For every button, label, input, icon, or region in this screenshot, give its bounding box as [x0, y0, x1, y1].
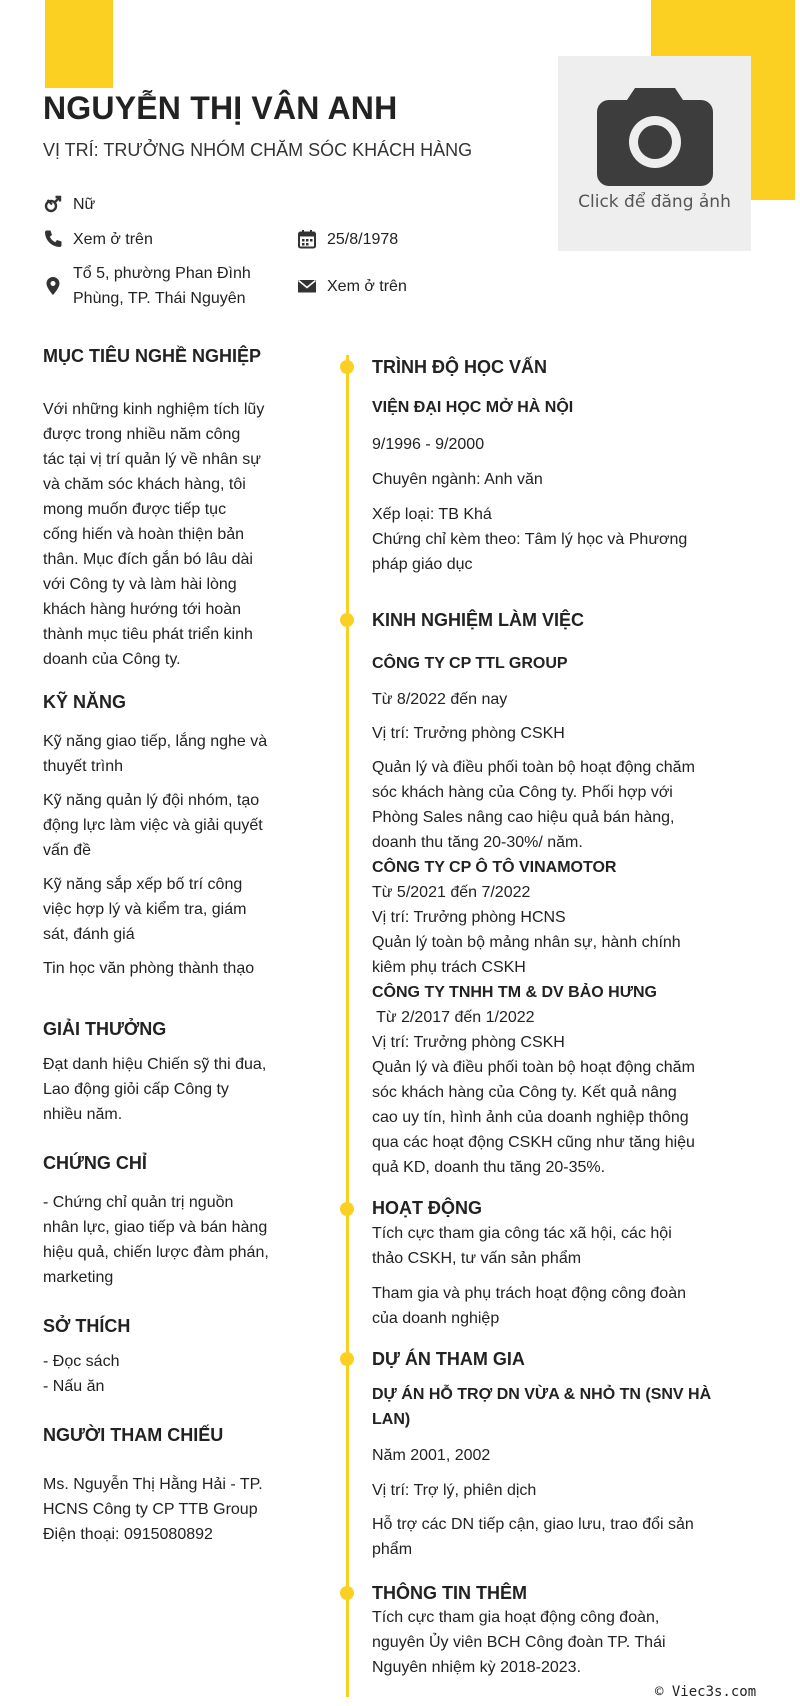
references-title: NGƯỜI THAM CHIẾU — [43, 1425, 224, 1445]
references-text — [43, 1472, 280, 1547]
awards-line: Lao động giỏi cấp Công ty — [43, 1081, 229, 1098]
certificate-line: nhân lực, giao tiếp và bán hàng — [43, 1219, 268, 1236]
skill-item — [43, 956, 280, 981]
hobbies-list — [43, 1349, 280, 1399]
education-section — [372, 357, 727, 577]
job-description — [372, 930, 727, 980]
timeline-line — [346, 355, 349, 1697]
project-role: Vị trí: Trợ lý, phiên dịch — [372, 1482, 537, 1499]
skill-line: Tin học văn phòng thành thạo — [43, 960, 255, 977]
envelope-icon — [297, 276, 317, 296]
email-value: Xem ở trên — [327, 278, 407, 295]
objective-line: với Công ty và làm hài lòng — [43, 576, 237, 593]
certificate-line: hiệu quả, chiến lược đàm phán, — [43, 1244, 269, 1261]
project-period: Năm 2001, 2002 — [372, 1447, 491, 1464]
gender-value: Nữ — [73, 196, 96, 213]
education-period: 9/1996 - 9/2000 — [372, 436, 485, 453]
job-desc-line: Quản lý và điều phối toàn bộ hoạt động chăm — [372, 1059, 695, 1076]
job-desc-line: Phòng Sales nâng cao hiệu quả bán hàng, — [372, 809, 675, 826]
activity-line: thảo CSKH, tư vấn sản phẩm — [372, 1250, 582, 1267]
objective-line: được trong nhiều năm công — [43, 426, 241, 443]
project-desc-line: phẩm — [372, 1541, 413, 1558]
additional-text — [372, 1605, 727, 1680]
education-rank: Xếp loại: TB Khá — [372, 506, 492, 523]
job-desc-line: kiêm phụ trách CSKH — [372, 959, 526, 976]
calendar-icon — [297, 229, 317, 249]
skill-line: Kỹ năng giao tiếp, lắng nghe và — [43, 733, 268, 750]
activities-title: HOẠT ĐỘNG — [372, 1198, 482, 1218]
additional-title: THÔNG TIN THÊM — [372, 1583, 527, 1603]
hobby-item: - Đọc sách — [43, 1353, 120, 1370]
activities-section — [372, 1198, 727, 1331]
job-desc-line: qua các hoạt động CSKH cũng như tăng hiệu — [372, 1134, 695, 1151]
skill-line: động lực làm việc và giải quyết — [43, 817, 263, 834]
job-company: CÔNG TY CP Ô TÔ VINAMOTOR — [372, 859, 617, 876]
timeline-dot — [340, 1202, 354, 1216]
skill-line: thuyết trình — [43, 758, 124, 775]
contact-dob — [297, 227, 398, 252]
awards-title: GIẢI THƯỞNG — [43, 1019, 167, 1039]
candidate-position: VỊ TRÍ: TRƯỞNG NHÓM CHĂM SÓC KHÁCH HÀNG — [43, 140, 473, 160]
education-school: VIỆN ĐẠI HỌC MỞ HÀ NỘI — [372, 399, 574, 416]
additional-section — [372, 1583, 727, 1680]
experience-title: KINH NGHIỆM LÀM VIỆC — [372, 610, 585, 630]
reference-line: Điện thoại: 0915080892 — [43, 1526, 213, 1543]
activity-line: của doanh nghiệp — [372, 1310, 500, 1327]
activity-item — [372, 1221, 727, 1271]
education-cert-line: Chứng chỉ kèm theo: Tâm lý học và Phương — [372, 531, 688, 548]
skill-item — [43, 729, 280, 779]
objective-title: MỤC TIÊU NGHỀ NGHIỆP — [43, 346, 262, 366]
objective-line: mong muốn được tiếp tục — [43, 501, 227, 518]
camera-icon — [597, 84, 713, 186]
certificate-line: marketing — [43, 1269, 114, 1286]
timeline-dot — [340, 613, 354, 627]
skill-line: sát, đánh giá — [43, 926, 135, 943]
hobbies-title: SỞ THÍCH — [43, 1316, 131, 1336]
job-desc-line: quả KD, doanh thu tăng 20-35%. — [372, 1159, 606, 1176]
objective-line: cống hiến và hoàn thiện bản — [43, 526, 245, 543]
job-company: CÔNG TY TNHH TM & DV BẢO HƯNG — [372, 984, 657, 1001]
job-company: CÔNG TY CP TTL GROUP — [372, 655, 568, 672]
hobby-item: - Nấu ăn — [43, 1378, 105, 1395]
certificates-text — [43, 1190, 280, 1290]
objective-line: và chăm sóc khách hàng, tôi — [43, 476, 246, 493]
additional-line: nguyên Ủy viên BCH Công đoàn TP. Thái — [372, 1634, 666, 1651]
contact-address — [43, 261, 251, 311]
objective-text — [43, 397, 280, 672]
objective-line: khách hàng hướng tới hoàn — [43, 601, 242, 618]
gender-icon — [43, 194, 63, 214]
education-cert-line: pháp giáo dục — [372, 556, 473, 573]
job-description — [372, 1055, 727, 1180]
activity-line: Tham gia và phụ trách hoạt động công đoàn — [372, 1285, 686, 1302]
skill-line: việc hợp lý và kiểm tra, giám — [43, 901, 247, 918]
awards-line: Đạt danh hiệu Chiến sỹ thi đua, — [43, 1056, 267, 1073]
project-name-line: LAN) — [372, 1411, 411, 1428]
skills-title: KỸ NĂNG — [43, 692, 127, 712]
timeline-dot — [340, 1352, 354, 1366]
experience-section — [372, 610, 727, 1180]
project-name — [372, 1382, 727, 1432]
objective-line: doanh của Công ty. — [43, 651, 181, 668]
objective-line: thân. Mục đích gắn bó lâu dài — [43, 551, 253, 568]
phone-value: Xem ở trên — [73, 231, 153, 248]
address-line-2: Phùng, TP. Thái Nguyên — [73, 290, 246, 307]
education-major: Chuyên ngành: Anh văn — [372, 471, 543, 488]
reference-line: Ms. Nguyễn Thị Hằng Hải - TP. — [43, 1476, 263, 1493]
photo-upload[interactable] — [558, 56, 751, 251]
certificate-line: - Chứng chỉ quản trị nguồn — [43, 1194, 234, 1211]
job-role: Vị trí: Trưởng phòng CSKH — [372, 725, 565, 742]
timeline-dot — [340, 1586, 354, 1600]
objective-line: thành mục tiêu phát triển kinh — [43, 626, 253, 643]
skill-item — [43, 788, 280, 863]
contact-phone — [43, 227, 153, 252]
awards-line: nhiều năm. — [43, 1106, 123, 1123]
activity-item — [372, 1281, 727, 1331]
job-period: Từ 8/2022 đến nay — [372, 691, 508, 708]
job-description — [372, 755, 727, 855]
job-role: Vị trí: Trưởng phòng HCNS — [372, 909, 566, 926]
job-desc-line: sóc khách hàng của Công ty. Kết quả nâng — [372, 1084, 677, 1101]
projects-title: DỰ ÁN THAM GIA — [372, 1349, 525, 1369]
project-description — [372, 1512, 727, 1562]
objective-line: tác tại vị trí quản lý về nhân sự — [43, 451, 261, 468]
job-role: Vị trí: Trưởng phòng CSKH — [372, 1034, 565, 1051]
skill-line: Kỹ năng quản lý đội nhóm, tạo — [43, 792, 260, 809]
awards-text — [43, 1052, 280, 1127]
photo-caption: Click để đăng ảnh — [578, 192, 731, 212]
watermark: © Viec3s.com — [655, 1684, 757, 1700]
job-period: Từ 2/2017 đến 1/2022 — [372, 1009, 535, 1026]
additional-line: Nguyên nhiệm kỳ 2018-2023. — [372, 1659, 582, 1676]
activity-line: Tích cực tham gia công tác xã hội, các hội — [372, 1225, 672, 1242]
job-desc-line: Quản lý và điều phối toàn bộ hoạt động chăm — [372, 759, 695, 776]
reference-line: HCNS Công ty CP TTB Group — [43, 1501, 258, 1518]
project-desc-line: Hỗ trợ các DN tiếp cận, giao lưu, trao đổi sản — [372, 1516, 694, 1533]
address-line-1: Tổ 5, phường Phan Đình — [73, 265, 251, 282]
decor-block-left — [45, 0, 113, 88]
phone-icon — [43, 229, 63, 249]
job-desc-line: Quản lý toàn bộ mảng nhân sự, hành chính — [372, 934, 681, 951]
objective-line: Với những kinh nghiệm tích lũy — [43, 401, 265, 418]
projects-section — [372, 1349, 727, 1562]
skill-line: Kỹ năng sắp xếp bố trí công — [43, 876, 243, 893]
additional-line: Tích cực tham gia hoạt động công đoàn, — [372, 1609, 660, 1626]
project-name-line: DỰ ÁN HỖ TRỢ DN VỪA & NHỎ TN (SNV HÀ — [372, 1386, 712, 1403]
skill-item — [43, 872, 280, 947]
job-period: Từ 5/2021 đến 7/2022 — [372, 884, 531, 901]
contact-gender — [43, 192, 95, 217]
certificates-title: CHỨNG CHỈ — [43, 1153, 147, 1173]
education-title: TRÌNH ĐỘ HỌC VẤN — [372, 357, 547, 377]
candidate-name: NGUYỄN THỊ VÂN ANH — [43, 90, 398, 126]
left-column — [43, 346, 280, 1547]
timeline-dot — [340, 360, 354, 374]
location-pin-icon — [43, 276, 63, 296]
job-desc-line: doanh thu tăng 20-30%/ năm. — [372, 834, 583, 851]
contact-email — [297, 274, 407, 299]
job-desc-line: sóc khách hàng của Công ty. Phối hợp với — [372, 784, 673, 801]
job-desc-line: cao uy tín, hình ảnh của doanh nghiệp thông — [372, 1109, 689, 1126]
dob-value: 25/8/1978 — [327, 231, 399, 248]
skill-line: vấn đề — [43, 842, 92, 859]
